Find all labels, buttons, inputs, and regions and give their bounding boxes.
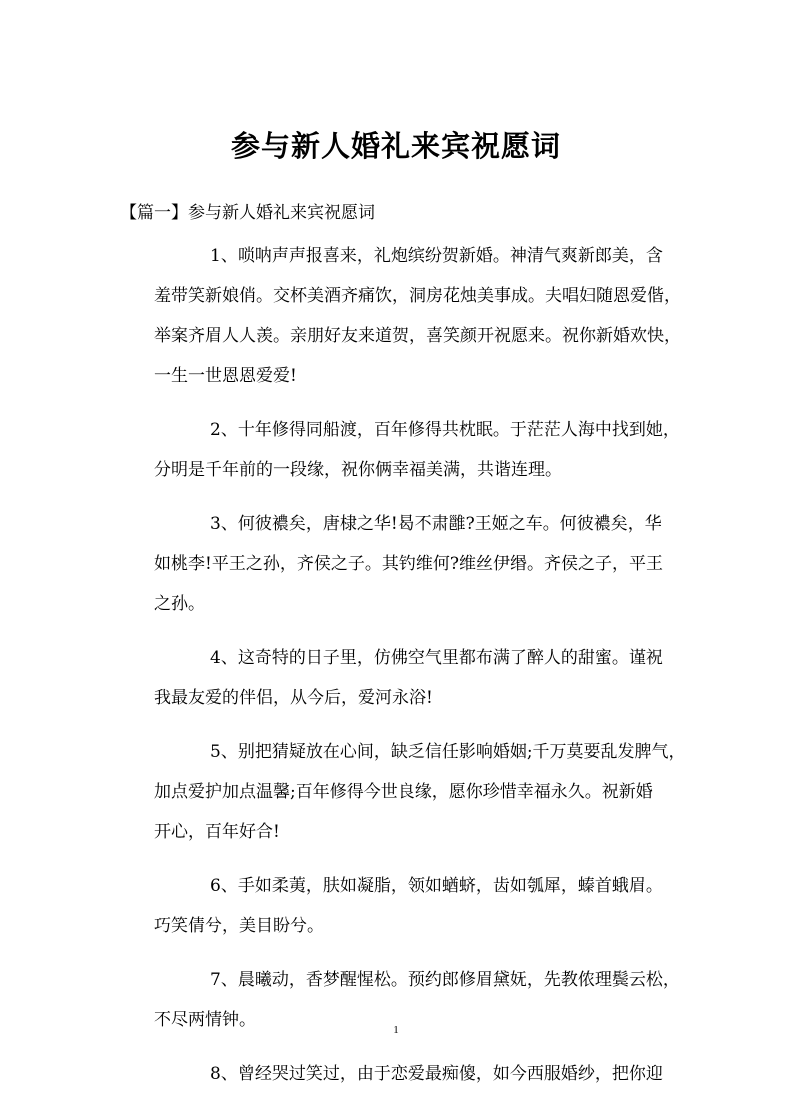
- paragraph-line: 一生一世恩恩爱爱!: [154, 366, 297, 386]
- paragraph-line: 6、手如柔荑，肤如凝脂，领如蝤蛴，齿如瓠犀，螓首蛾眉。: [210, 876, 663, 896]
- section-heading: 【篇一】参与新人婚礼来宾祝愿词: [120, 203, 375, 223]
- paragraph-line: 加点爱护加点温馨;百年修得今世良缘，愿你珍惜幸福永久。祝新婚: [154, 782, 653, 802]
- paragraph-6: [120, 866, 680, 946]
- page-number: 1: [393, 1024, 399, 1036]
- paragraph-line: 羞带笑新娘俏。交杯美酒齐痛饮，洞房花烛美事成。夫唱妇随恩爱偕，: [154, 286, 681, 306]
- paragraph-4: [120, 638, 680, 718]
- paragraph-line: 之孙。: [154, 594, 205, 614]
- paragraph-line: 4、这奇特的日子里，仿佛空气里都布满了醉人的甜蜜。谨祝: [210, 648, 663, 668]
- paragraph-line: 7、晨曦动，香梦醒惺松。预约郎修眉黛妩，先教侬理鬓云松，: [210, 970, 680, 990]
- document-body: [120, 236, 686, 1108]
- paragraph-line: 分明是千年前的一段缘，祝你俩幸福美满，共谐连理。: [154, 460, 562, 480]
- paragraph-line: 巧笑倩兮，美目盼兮。: [154, 916, 324, 936]
- paragraph-line: 1、唢呐声声报喜来，礼炮缤纷贺新婚。神清气爽新郎美，含: [210, 246, 663, 266]
- paragraph-line: 如桃李!平王之孙，齐侯之子。其钓维何?维丝伊缗。齐侯之子，平王: [154, 554, 663, 574]
- paragraph-line: 开心，百年好合!: [154, 822, 280, 842]
- paragraph-5: [120, 732, 686, 852]
- paragraph-line: 举案齐眉人人羡。亲朋好友来道贺，喜笑颜开祝愿来。祝你新婚欢快，: [154, 326, 681, 346]
- paragraph-line: 5、别把猜疑放在心间，缺乏信任影响婚姻;千万莫要乱发脾气，: [210, 742, 686, 762]
- paragraph-line: 不尽两情钟。: [154, 1010, 256, 1030]
- paragraph-2: [120, 410, 680, 490]
- paragraph-8: [120, 1054, 680, 1094]
- paragraph-line: 我最友爱的伴侣，从今后，爱河永浴!: [154, 688, 433, 708]
- paragraph-1: [120, 236, 680, 396]
- paragraph-3: [120, 504, 680, 624]
- paragraph-line: 3、何彼襛矣，唐棣之华!曷不肃雝?王姬之车。何彼襛矣，华: [210, 514, 662, 534]
- document-title: 参与新人婚礼来宾祝愿词: [230, 129, 561, 163]
- paragraph-line: 8、曾经哭过笑过，由于恋爱最痴傻，如今西服婚纱，把你迎: [210, 1064, 663, 1084]
- paragraph-line: 2、十年修得同船渡，百年修得共枕眠。于茫茫人海中找到她，: [210, 420, 680, 440]
